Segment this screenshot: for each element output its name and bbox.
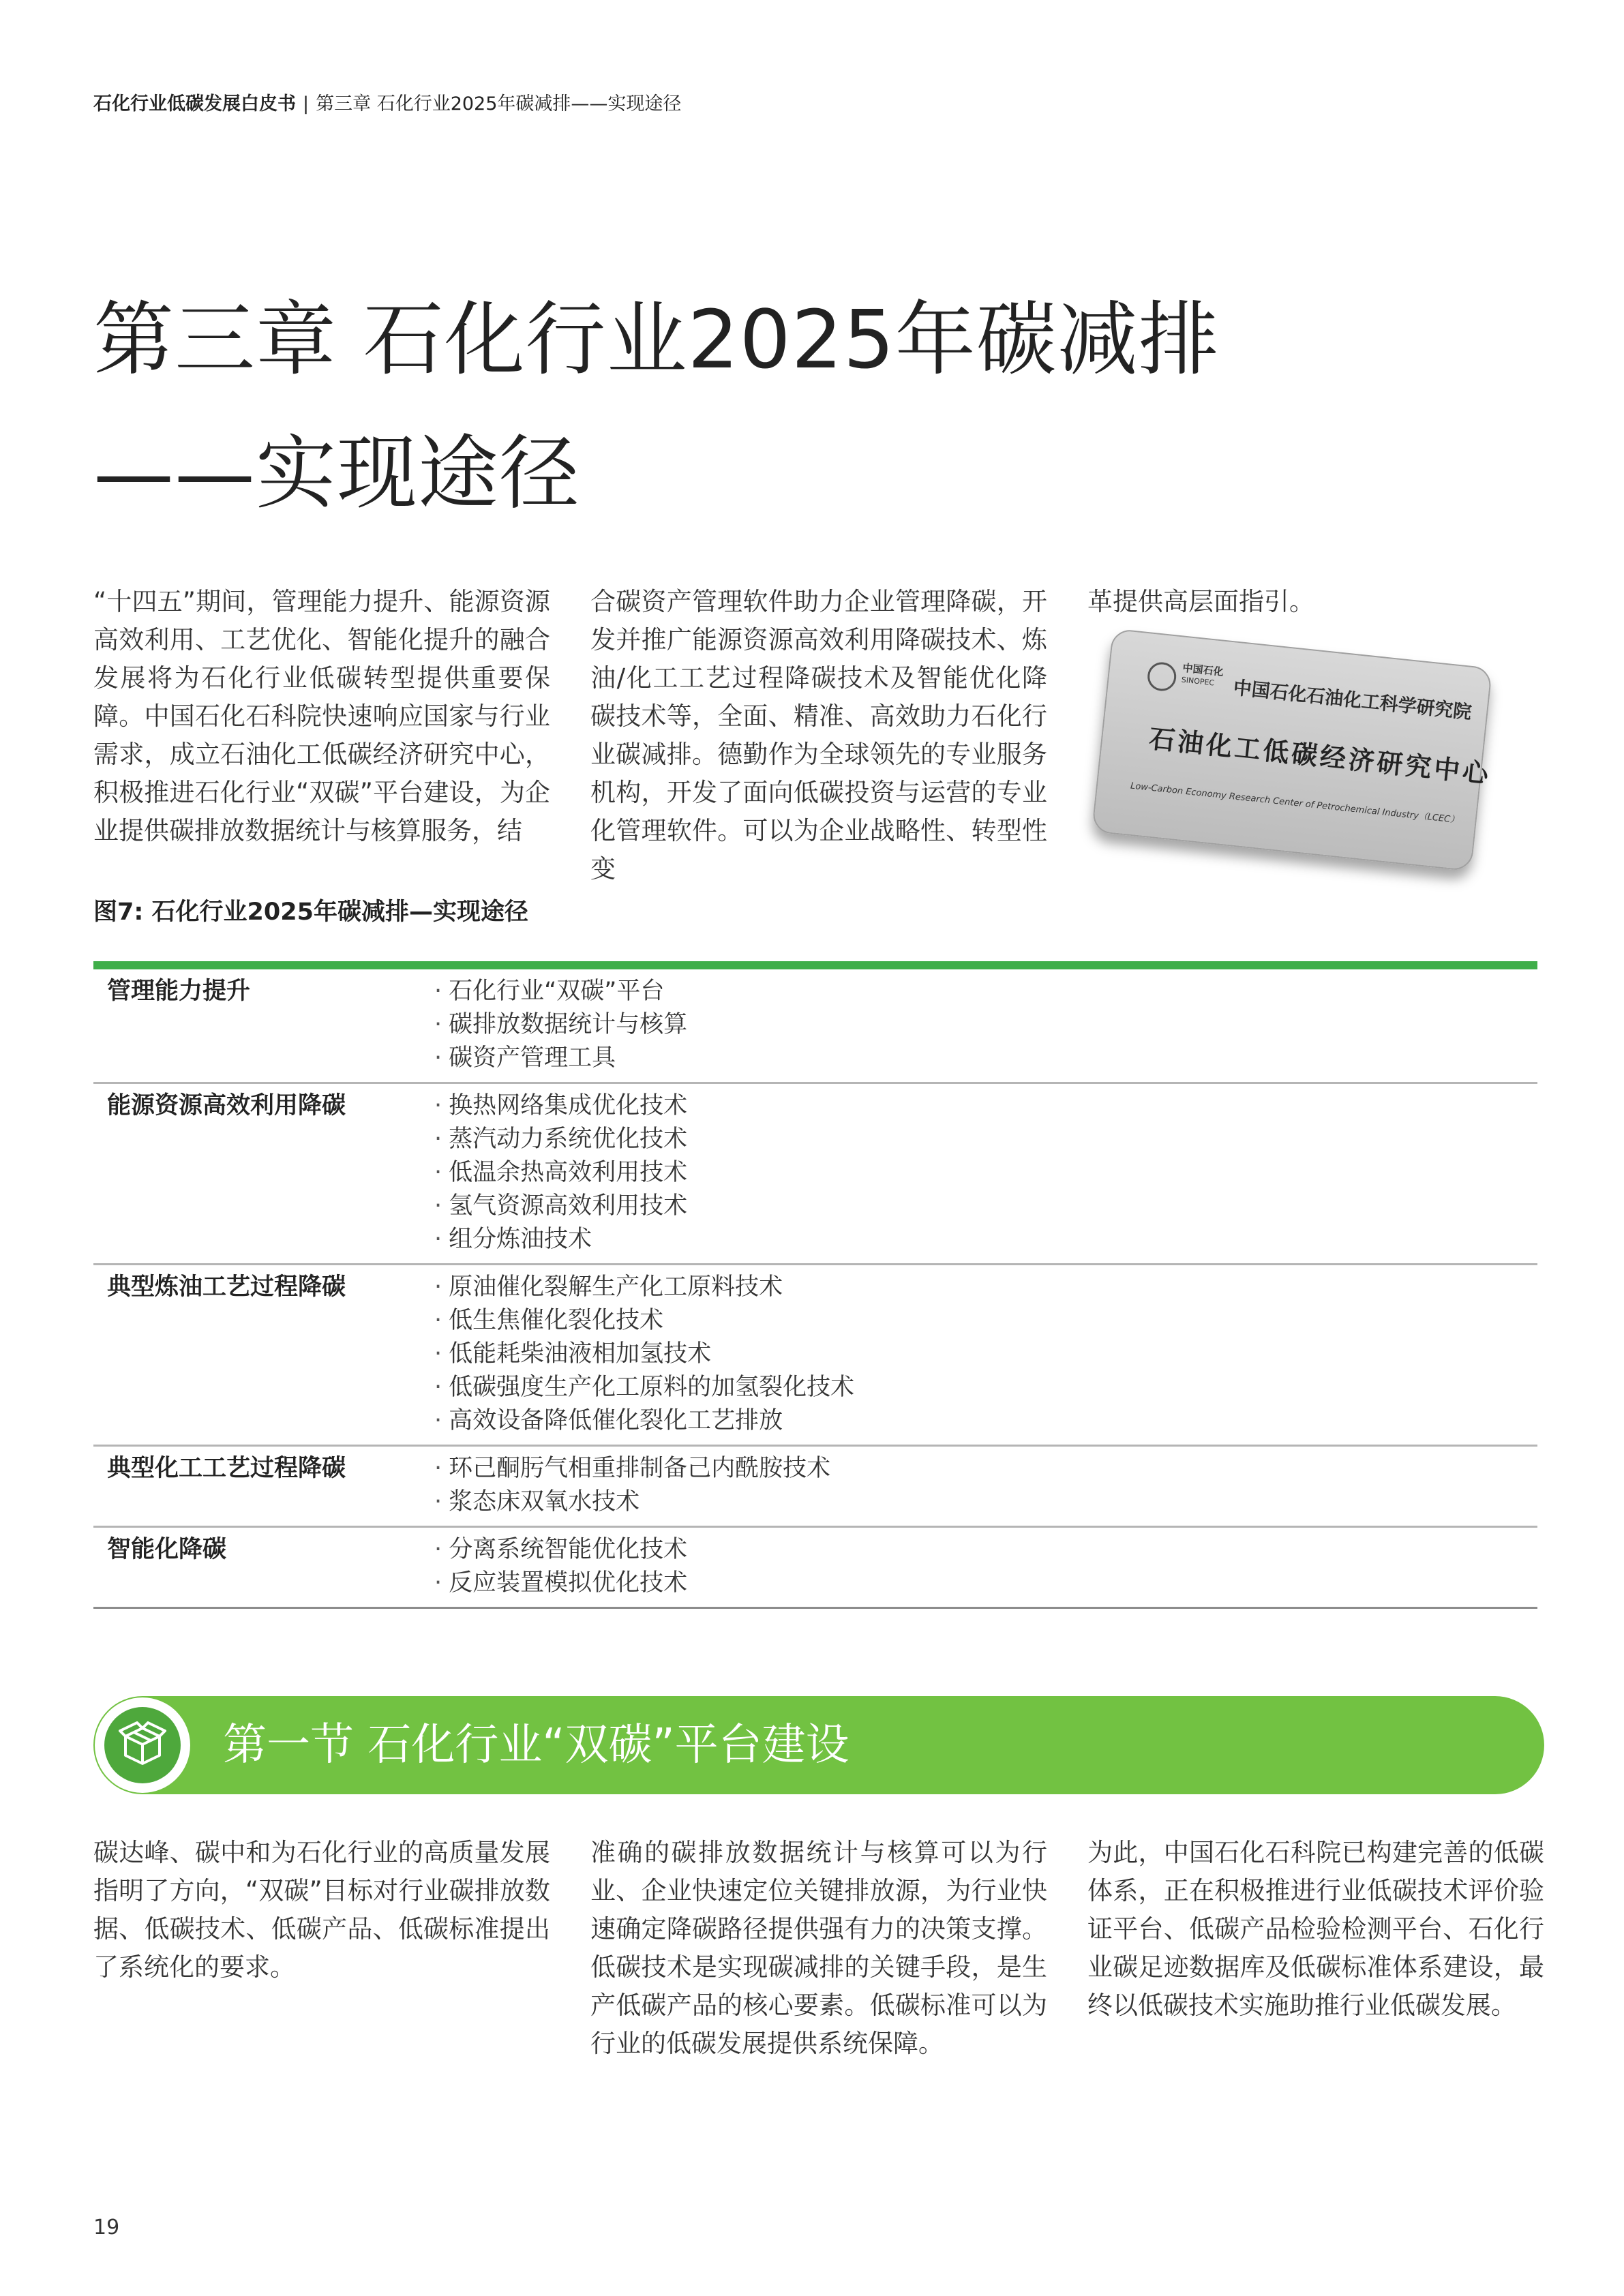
running-header (93, 89, 681, 115)
section-icon-ring (95, 1697, 190, 1793)
row-category: 智能化降碳 (107, 1536, 227, 1563)
list-item: · 碳资产管理工具 (434, 1042, 1537, 1075)
intro-column-1 (93, 583, 550, 850)
section-title: 第一节 石化行业“双碳”平台建设 (223, 1720, 849, 1770)
section-column-3 (1087, 1834, 1544, 2025)
list-item: · 低温余热高效利用技术 (434, 1156, 1537, 1190)
row-items (434, 975, 1537, 1075)
sinopec-en-label: SINOPEC (1181, 675, 1215, 688)
section-column-1 (93, 1834, 550, 1987)
header-chapter: 第三章 石化行业2025年碳减排——实现途径 (316, 93, 682, 115)
table-top-rule (93, 961, 1537, 969)
table-row (93, 1265, 1537, 1447)
section-column-2 (590, 1834, 1047, 2063)
section-paragraph-2: 准确的碳排放数据统计与核算可以为行业、企业快速定位关键排放源，为行业快速确定降碳路径提供强有力的决策支撑。低碳技术是实现碳减排的关键手段，是生产低碳产品的核心要素。低碳标准可以为行业的低碳发展提供系统保障。 (590, 1838, 1047, 2058)
list-item: · 浆态床双氧水技术 (434, 1485, 1537, 1519)
pathway-table (93, 961, 1537, 1609)
list-item: · 低能耗柴油液相加氢技术 (434, 1338, 1537, 1371)
list-item: · 氢气资源高效利用技术 (434, 1190, 1537, 1223)
intro-column-3 (1087, 583, 1544, 621)
section-banner (93, 1696, 1544, 1794)
sinopec-cn-label: 中国石化 (1182, 661, 1224, 678)
header-separator: | (303, 93, 310, 115)
row-items (434, 1533, 1537, 1600)
center-name-en: Low-Carbon Economy Research Center of Petrochemical Industry（LCEC） (1130, 781, 1460, 826)
chapter-title-line2: ——实现途径 (93, 426, 581, 520)
row-category: 典型炼油工艺过程降碳 (107, 1273, 346, 1301)
list-item: · 低生焦催化裂化技术 (434, 1304, 1537, 1338)
section-paragraph-3: 为此，中国石化石科院已构建完善的低碳体系，正在积极推进行业低碳技术评价验证平台、低碳产品检验检测平台、石化行业碳足迹数据库及低碳标准体系建设，最终以低碳技术实施助推行业低碳发展。 (1087, 1838, 1544, 2020)
page-number: 19 (93, 2216, 120, 2239)
chapter-title (93, 273, 1525, 540)
list-item: · 石化行业“双碳”平台 (434, 975, 1537, 1008)
institute-name: 中国石化石油化工科学研究院 (1232, 677, 1473, 724)
row-category: 管理能力提升 (107, 978, 251, 1005)
table-row (93, 1447, 1537, 1528)
list-item: · 反应装置模拟优化技术 (434, 1567, 1537, 1600)
table-row (93, 1528, 1537, 1609)
list-item: · 分离系统智能优化技术 (434, 1533, 1537, 1567)
list-item: · 组分炼油技术 (434, 1223, 1537, 1256)
list-item: · 环己酮肟气相重排制备己内酰胺技术 (434, 1452, 1537, 1485)
plaque-content (1076, 620, 1514, 894)
intro-paragraph-1: “十四五”期间，管理能力提升、能源资源高效利用、工艺优化、智能化提升的融合发展将为石化行业低碳转型提供重要保障。中国石化石科院快速响应国家与行业需求，成立石油化工低碳经济研究中心，积极推进石化行业“双碳”平台建设，为企业提供碳排放数据统计与核算服务，结 (93, 587, 550, 845)
row-category: 典型化工工艺过程降碳 (107, 1455, 346, 1482)
sinopec-logo-icon (1146, 661, 1177, 692)
row-items (434, 1089, 1537, 1256)
figure-caption: 图7: 石化行业2025年碳减排—实现途径 (93, 898, 528, 926)
intro-column-2 (590, 583, 1047, 888)
box-icon (104, 1707, 181, 1783)
lcec-plaque-image (1087, 641, 1503, 873)
list-item: · 低碳强度生产化工原料的加氢裂化技术 (434, 1371, 1537, 1404)
chapter-title-line1: 第三章 石化行业2025年碳减排 (93, 292, 1220, 387)
table-row (93, 1084, 1537, 1265)
intro-paragraph-2: 合碳资产管理软件助力企业管理降碳，开发并推广能源资源高效利用降碳技术、炼油/化工工艺过程降碳技术及智能优化降碳技术等，全面、精准、高效助力石化行业碳减排。德勤作为全球领先的专业服务机构，开发了面向低碳投资与运营的专业化管理软件。可以为企业战略性、转型性变 (590, 587, 1047, 883)
header-doc-title: 石化行业低碳发展白皮书 (93, 93, 296, 115)
section-paragraph-1: 碳达峰、碳中和为石化行业的高质量发展指明了方向，“双碳”目标对行业碳排放数据、低碳技术、低碳产品、低碳标准提出了系统化的要求。 (93, 1838, 550, 1982)
list-item: · 高效设备降低催化裂化工艺排放 (434, 1404, 1537, 1438)
table-row (93, 969, 1537, 1084)
row-items (434, 1271, 1537, 1438)
list-item: · 原油催化裂解生产化工原料技术 (434, 1271, 1537, 1304)
list-item: · 蒸汽动力系统优化技术 (434, 1123, 1537, 1156)
row-category: 能源资源高效利用降碳 (107, 1092, 346, 1119)
center-name-cn: 石油化工低碳经济研究中心 (1147, 723, 1493, 789)
intro-paragraph-3: 革提供高层面指引。 (1087, 587, 1314, 616)
row-items (434, 1452, 1537, 1519)
list-item: · 碳排放数据统计与核算 (434, 1008, 1537, 1042)
list-item: · 换热网络集成优化技术 (434, 1089, 1537, 1123)
